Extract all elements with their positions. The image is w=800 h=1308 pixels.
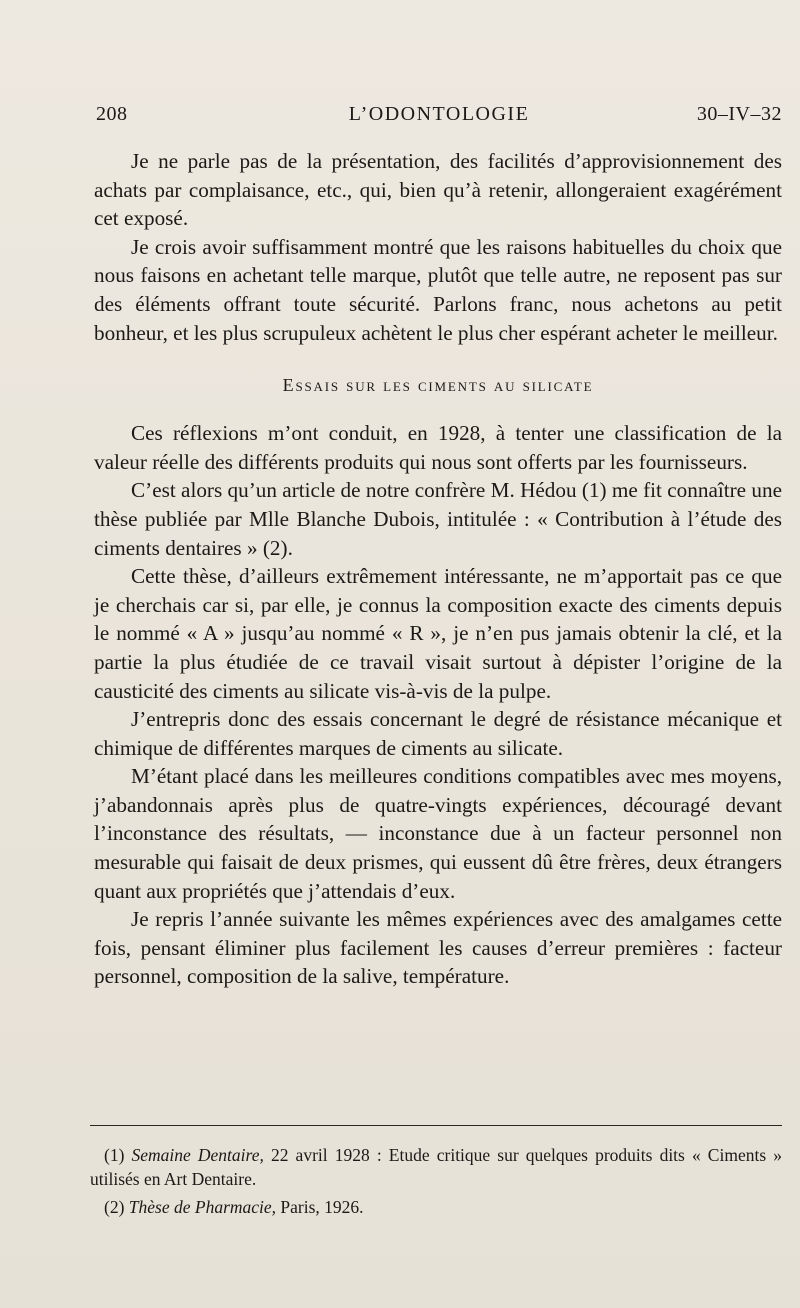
- footnote-text: Paris, 1926.: [280, 1197, 364, 1217]
- footnote-text: 22 avril 1928 : Etude critique sur quelques produits dits « Ciments » utilisés en Art Dentaire.: [90, 1145, 783, 1189]
- footnote-marker: (1): [104, 1145, 125, 1165]
- footnote-source: Thèse de Pharmacie,: [128, 1197, 277, 1217]
- issue-date: 30–IV–32: [696, 103, 782, 125]
- footnote-2: [90, 1195, 782, 1219]
- footnote-source: Semaine Dentaire,: [131, 1145, 264, 1165]
- page-number: 208: [96, 103, 128, 125]
- footnote-1: [90, 1143, 782, 1191]
- journal-title: L’ODONTOLOGIE: [348, 103, 530, 125]
- paragraph: C’est alors qu’un article de notre confrère M. Hédou (1) me fit connaître une thèse publiée par Mlle Blanche Dubois, intitulée : « Contribution à l’étude des ciments dentaires » (2).: [94, 478, 782, 560]
- footnotes: [90, 1143, 783, 1223]
- footnote-rule: [90, 1125, 782, 1126]
- body-text: [94, 147, 782, 991]
- paragraph: Ces réflexions m’ont conduit, en 1928, à tenter une classification de la valeur réelle des différents produits qui nous sont offerts par les fournisseurs.: [94, 421, 782, 474]
- running-header: [96, 103, 782, 133]
- footnote-marker: (2): [104, 1197, 125, 1217]
- paragraph: Je crois avoir suffisamment montré que les raisons habituelles du choix que nous faisons en achetant telle marque, plutôt que telle autre, ne reposent pas sur des éléments offrant toute sécurité. Parlons franc, nous achetons au petit bonheur, et les plus scrupuleux achètent le plus cher espérant acheter le meilleur.: [94, 234, 782, 345]
- paragraph: J’entrepris donc des essais concernant le degré de résistance mécanique et chimique de différentes marques de ciments au silicate.: [94, 707, 782, 760]
- section-heading: Essais sur les ciments au silicate: [282, 375, 594, 396]
- paragraph: Je repris l’année suivante les mêmes expériences avec des amalgames cette fois, pensant éliminer plus facilement les causes d’erreur premières : facteur personnel, composition de la salive, température.: [94, 907, 782, 989]
- paragraph: M’étant placé dans les meilleures conditions compatibles avec mes moyens, j’abandonnais après plus de quatre-vingts expériences, découragé devant l’inconstance des résultats, — inconstance due à un facteur personnel non mesurable qui faisait de deux prismes, qui eussent dû être frères, deux étrangers quant aux propriétés que j’attendais d’eux.: [94, 764, 782, 903]
- paragraph: Cette thèse, d’ailleurs extrêmement intéressante, ne m’apportait pas ce que je cherchais car si, par elle, je connus la composition exacte des ciments depuis le nommé « A » jusqu’au nommé « R », je n’en pus jamais obtenir la clé, et la partie la plus étudiée de ce travail visait surtout à dépister l’origine de la causticité des ciments au silicate vis-à-vis de la pulpe.: [94, 564, 782, 703]
- paragraph: Je ne parle pas de la présentation, des facilités d’approvisionnement des achats par complaisance, etc., qui, bien qu’à retenir, allongeraient exagérément cet exposé.: [94, 149, 782, 231]
